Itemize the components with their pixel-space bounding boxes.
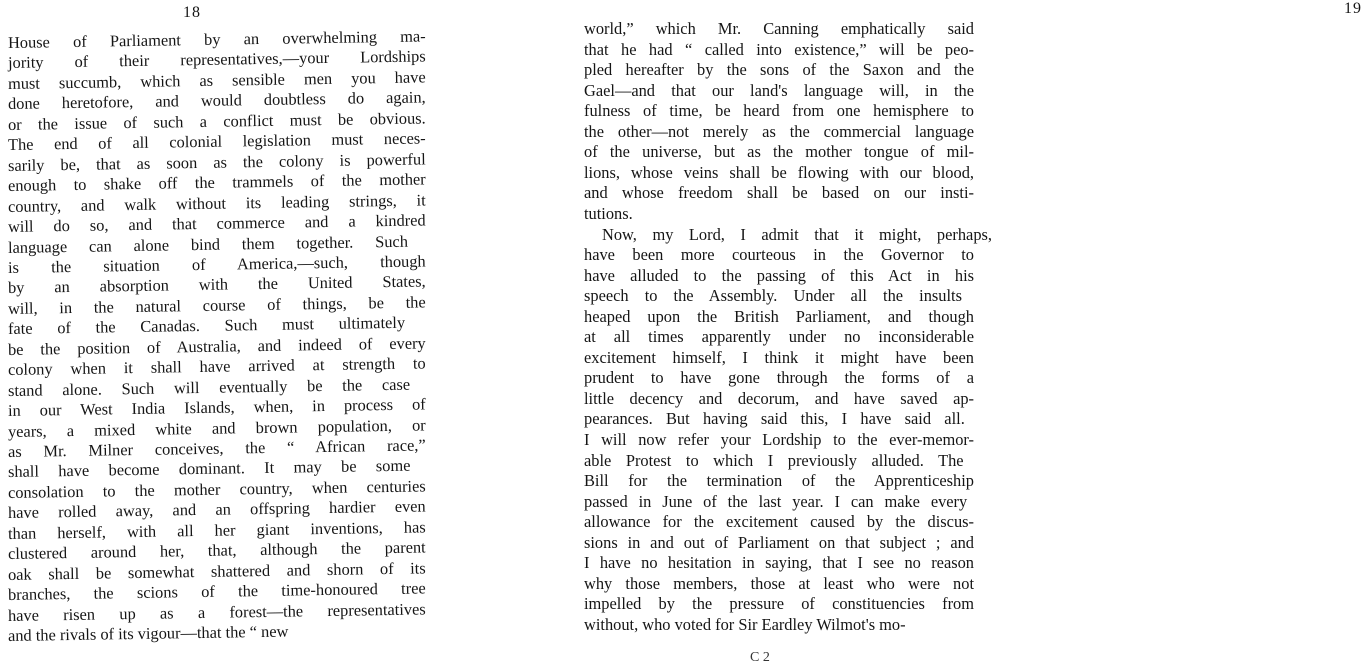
text-line: impelled by the pressure of constituencies from: [584, 594, 974, 614]
text-line: enough to shake off the trammels of the mother: [7, 169, 426, 196]
text-line: be the position of Australia, and indeed of every: [7, 333, 426, 359]
text-line: pled hereafter by the sons of the Saxon and the: [584, 60, 974, 80]
text-line: in our West India Islands, when, in process of: [7, 394, 426, 421]
text-line: fulness of time, be heard from one hemisphere to: [584, 101, 974, 121]
text-line: that he had “ called into existence,” will be peo-: [584, 39, 974, 59]
signature-mark: C 2: [750, 650, 770, 665]
text-line: stand alone. Such will eventually be the case: [7, 374, 411, 400]
text-line: or the issue of such a conflict must be obvious.: [7, 108, 426, 134]
text-line: Bill for the termination of the Apprenticeship: [584, 471, 974, 491]
text-line: language can alone bind them together. Such: [7, 231, 409, 257]
text-line: speech to the Assembly. Under all the insults: [584, 286, 962, 306]
text-line: oak shall be somewhat shattered and shorn of its: [7, 558, 426, 584]
text-line: why those members, those at least who were not: [584, 573, 974, 593]
text-line: have been more courteous in the Governor to: [584, 245, 974, 265]
text-line: country, and walk without its leading strings, it: [7, 190, 426, 216]
text-line: have rolled away, and an offspring hardier even: [7, 496, 426, 523]
text-line: shall have become dominant. It may be some: [7, 456, 411, 482]
text-line: heaped upon the British Parliament, and though: [584, 306, 974, 326]
text-line: able Protest to which I previously alluded. The: [584, 450, 964, 470]
text-line: little decency and decorum, and have saved ap-: [584, 388, 974, 408]
text-line: will do so, and that commerce and a kindred: [7, 210, 426, 237]
text-line: years, a mixed white and brown population, or: [7, 414, 426, 441]
text-line: tutions.: [584, 203, 633, 223]
right-page: [572, 0, 1362, 662]
text-line: of the universe, but as the mother tongue of mil-: [584, 142, 974, 162]
text-line: The end of all colonial legislation must neces-: [7, 128, 426, 155]
text-line: done heretofore, and would doubtless do again,: [7, 87, 426, 114]
text-line: pearances. But having said this, I have said all.: [584, 409, 965, 429]
text-line: sions in and out of Parliament on that subject ; and: [584, 532, 974, 552]
page-number-left: 18: [183, 4, 201, 21]
text-line: without, who voted for Sir Eardley Wilmot's mo-: [584, 614, 906, 634]
text-line: the other—not merely as the commercial language: [584, 121, 974, 141]
text-line: Now, my Lord, I admit that it might, perhaps,: [602, 224, 992, 244]
text-line: prudent to have gone through the forms of a: [584, 368, 974, 388]
text-line: passed in June of the last year. I can make every: [584, 491, 968, 511]
left-page: [0, 0, 440, 662]
text-line: colony when it shall have arrived at strength to: [7, 353, 426, 380]
text-line: jority of their representatives,—your Lordships: [7, 46, 426, 73]
text-line: I have no hesitation in saying, that I see no reason: [584, 553, 974, 573]
text-line: Gael—and that our land's language will, in the: [584, 80, 974, 100]
text-line: and whose freedom shall be based on our insti-: [584, 183, 974, 203]
book-gutter: [440, 0, 572, 662]
text-line: and the rivals of its vigour—that the “ new: [7, 621, 289, 646]
text-line: will, in the natural course of things, be the: [7, 292, 426, 318]
text-line: consolation to the mother country, when centuries: [7, 476, 426, 502]
text-line: as Mr. Milner conceives, the “ African race,”: [7, 435, 426, 461]
text-line: world,” which Mr. Canning emphatically said: [584, 19, 974, 38]
text-line: have risen up as a forest—the representatives: [7, 599, 426, 625]
text-line: branches, the scions of the time-honoured tree: [7, 578, 426, 605]
text-line: House of Parliament by an overwhelming ma-: [7, 26, 426, 52]
text-line: have alluded to the passing of this Act in his: [584, 265, 974, 285]
text-line: allowance for the excitement caused by the discus-: [584, 512, 974, 532]
text-line: sarily be, that as soon as the colony is powerful: [7, 149, 426, 175]
text-line: by an absorption with the United States,: [7, 271, 426, 298]
text-line: I will now refer your Lordship to the ever-memor-: [584, 430, 974, 449]
text-line: lions, whose veins shall be flowing with our blood,: [584, 162, 974, 182]
text-line: at all times apparently under no inconsiderable: [584, 327, 974, 347]
text-line: clustered around her, that, although the parent: [7, 537, 426, 564]
text-line: is the situation of America,—such, though: [7, 251, 426, 277]
text-line: must succumb, which as sensible men you have: [7, 67, 426, 93]
page-number-right: 19: [1344, 0, 1362, 17]
text-line: than herself, with all her giant inventions, has: [7, 517, 426, 543]
text-line: excitement himself, I think it might have been: [584, 347, 974, 367]
text-line: fate of the Canadas. Such must ultimately: [7, 313, 406, 339]
